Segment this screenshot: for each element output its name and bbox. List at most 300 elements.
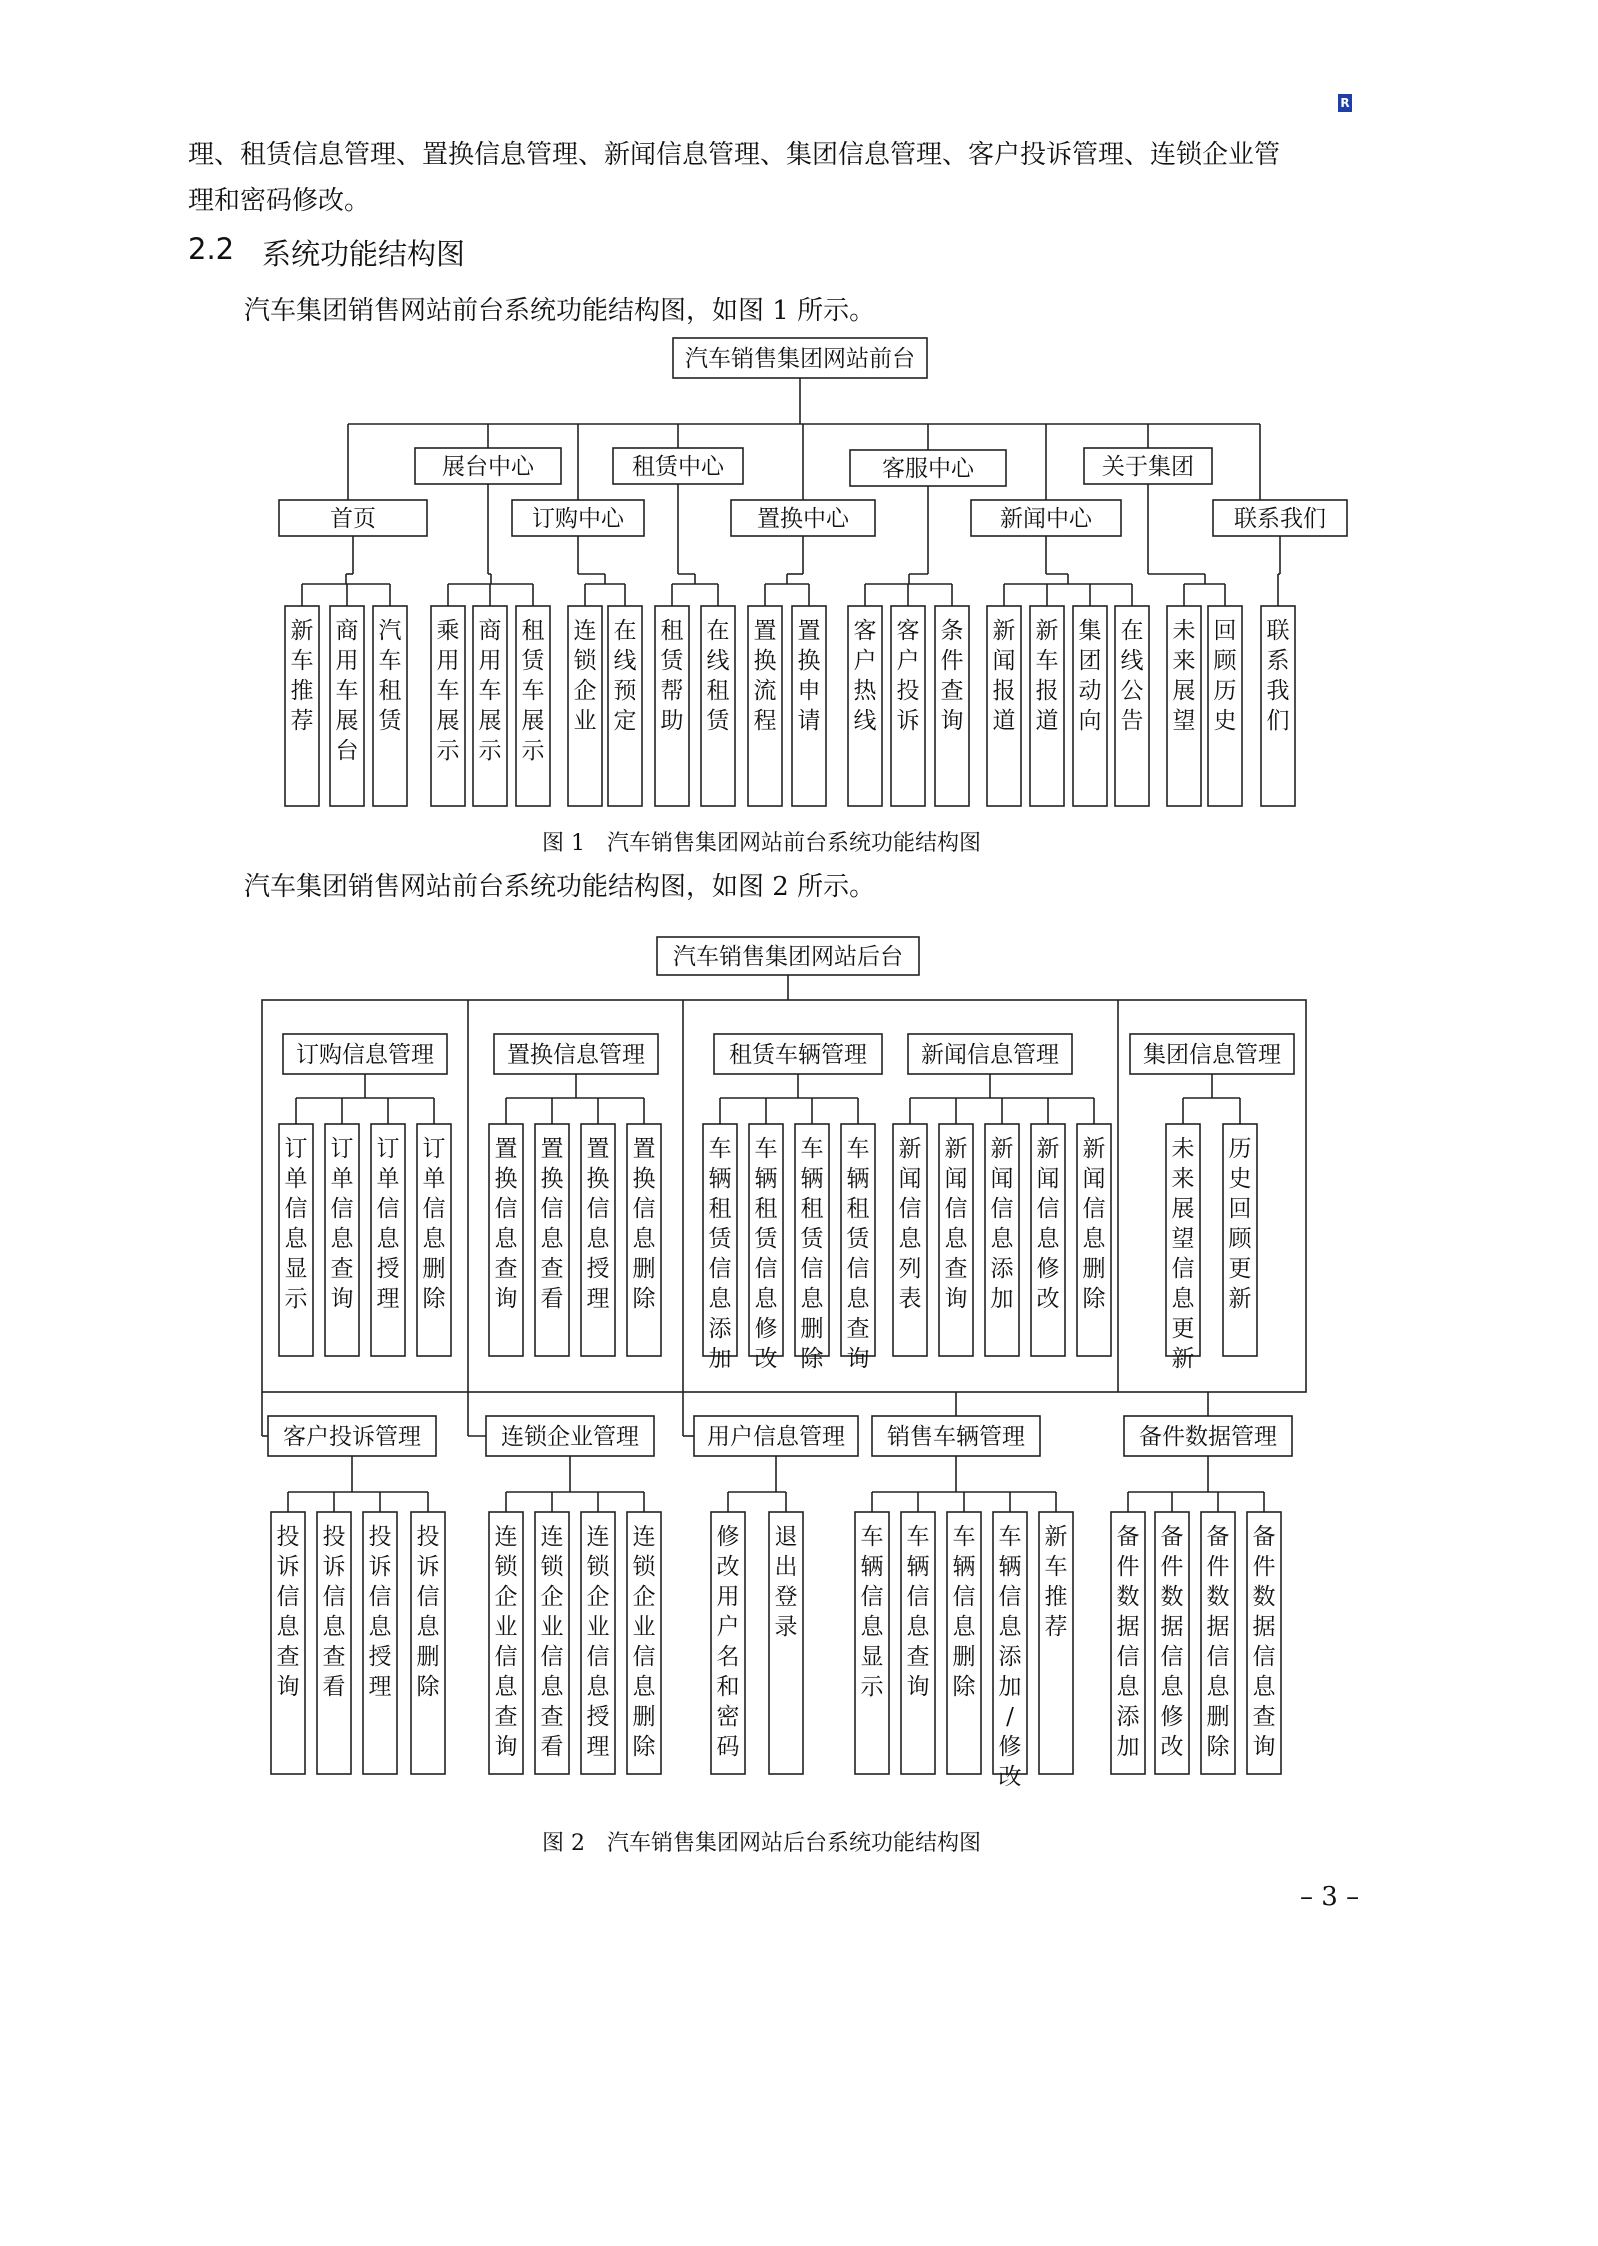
fig1-group-2-label: 展台中心 [442,454,534,480]
fig2-group-10-leaf-2-char: 据 [1160,1614,1184,1640]
fig2-group-4-leaf-2-char: 息 [944,1226,968,1252]
fig2-group-9-leaf-5-box [1039,1512,1073,1774]
fig2-group-7-leaf-2-char: 息 [540,1674,564,1700]
fig2-group-10-leaf-2-char: 件 [1160,1554,1184,1580]
fig2-group-10-leaf-1-char: 信 [1116,1644,1140,1670]
fig1-group-1-leaf-2-char: 台 [335,738,359,764]
fig2-group-10-leaf-1-char: 备 [1116,1524,1140,1550]
fig2-group-10-leaf-4-char: 询 [1252,1734,1276,1760]
fig1-group-4-leaf-1-char: 赁 [660,648,684,674]
fig1-group-2-leaf-2-char: 用 [478,648,502,674]
fig1-group-1-leaf-2-char: 商 [335,618,359,644]
fig2-group-9-leaf-4-char: 息 [998,1614,1022,1640]
fig2-group-7-leaf-2-char: 看 [540,1734,564,1760]
fig1-group-7-leaf-2-char: 报 [1035,678,1059,704]
fig2-group-3-leaf-2-char: 改 [754,1346,778,1372]
fig1-group-5-leaf-2-char: 请 [797,708,821,734]
fig2-group-9-label: 销售车辆管理 [887,1424,1025,1450]
fig2-group-8-leaf-2-char: 录 [774,1614,798,1640]
fig2-group-2-leaf-3-char: 授 [586,1256,610,1282]
fig1-group-7-leaf-1-char: 闻 [992,648,1016,674]
fig2-group-6-leaf-3-char: 理 [368,1674,392,1700]
fig2-group-10-leaf-3-char: 除 [1206,1734,1230,1760]
fig2-group-6-leaf-2-char: 诉 [322,1554,346,1580]
fig2-group-3-leaf-2-char: 车 [754,1136,778,1162]
fig2-group-9-leaf-5-char: 推 [1044,1584,1068,1610]
fig1-group-1-leaf-1-char: 推 [290,678,314,704]
fig2-group-10-leaf-1-char: 件 [1116,1554,1140,1580]
fig1-group-7-leaf-3-char: 向 [1078,708,1102,734]
fig1-group-4-label: 租赁中心 [632,454,724,480]
fig2-group-4-leaf-1-char: 息 [898,1226,922,1252]
fig1-group-2-leaf-3-char: 赁 [521,648,545,674]
fig2-group-7-leaf-2-char: 锁 [540,1554,564,1580]
fig2-group-4-leaf-5-char: 删 [1082,1256,1106,1282]
fig2-group-3-leaf-4-char: 赁 [846,1226,870,1252]
fig2-caption: 图 2 汽车销售集团网站后台系统功能结构图 [542,1831,981,1856]
fig2-group-10-leaf-1-char: 息 [1116,1674,1140,1700]
fig2-group-7-leaf-3-char: 息 [586,1674,610,1700]
fig2-group-8-leaf-1-char: 用 [716,1584,740,1610]
fig2-group-9-leaf-2-char: 息 [906,1614,930,1640]
fig1-group-6-leaf-2-char: 诉 [896,708,920,734]
fig2-group-10-leaf-1-char: 添 [1116,1704,1140,1730]
fig2-group-10-label: 备件数据管理 [1139,1424,1277,1450]
fig2-group-2-leaf-4-char: 息 [632,1226,656,1252]
fig1-group-5-leaf-1-char: 流 [753,678,777,704]
fig1-group-4-leaf-2-char: 租 [706,678,730,704]
fig2-group-2-leaf-1-char: 信 [494,1196,518,1222]
fig1-group-6-leaf-3-char: 条 [940,618,964,644]
fig2-group-1-leaf-4-char: 删 [422,1256,446,1282]
fig2-group-1-leaf-3-char: 理 [376,1286,400,1312]
fig2-group-3-leaf-2-char: 信 [754,1256,778,1282]
fig2-group-6-leaf-1-char: 息 [276,1614,300,1640]
fig2-group-7-leaf-4-char: 除 [632,1734,656,1760]
fig2-group-6-leaf-1-char: 查 [276,1644,300,1670]
fig1-group-2-leaf-1-char: 用 [436,648,460,674]
fig2-group-4-leaf-5-char: 闻 [1082,1166,1106,1192]
fig2-group-10-leaf-3-char: 备 [1206,1524,1230,1550]
fig1-group-5-leaf-1-char: 置 [753,618,777,644]
fig2-group-4-leaf-3-char: 信 [990,1196,1014,1222]
fig2-group-3-leaf-2-char: 修 [754,1316,778,1342]
fig2-group-3-leaf-4-char: 车 [846,1136,870,1162]
section-title: 系统功能结构图 [262,237,466,271]
fig1-group-2-leaf-2-char: 示 [478,738,502,764]
fig1-group-8-leaf-1-char: 望 [1172,708,1196,734]
fig2-group-10-leaf-4-char: 据 [1252,1614,1276,1640]
corner-logo: R [1338,94,1352,112]
fig2-group-6-leaf-4-char: 删 [416,1644,440,1670]
fig2-group-8-label: 用户信息管理 [707,1424,845,1450]
fig2-group-4-leaf-4-char: 修 [1036,1256,1060,1282]
fig2-group-3-leaf-4-char: 息 [846,1286,870,1312]
fig2-group-7-leaf-3-char: 连 [586,1524,610,1550]
intro-line-1: 理、租赁信息管理、置换信息管理、新闻信息管理、集团信息管理、客户投诉管理、连锁企业管 [188,140,1281,170]
fig2-group-1-label: 订购信息管理 [296,1042,434,1068]
fig2-group-9-leaf-4-char: 改 [998,1764,1022,1790]
fig1-group-1-leaf-3-char: 汽 [378,618,402,644]
fig1-group-7-leaf-3-char: 集 [1078,618,1102,644]
fig2-group-9-leaf-5-char: 车 [1044,1554,1068,1580]
fig2-group-10-leaf-3-char: 信 [1206,1644,1230,1670]
fig1-group-2-leaf-3-char: 车 [521,678,545,704]
fig1-group-4-leaf-1-char: 帮 [660,678,684,704]
fig2-group-3-leaf-4-char: 辆 [846,1166,870,1192]
fig2-group-3-leaf-1-char: 信 [708,1256,732,1282]
fig2-group-10-leaf-4-char: 件 [1252,1554,1276,1580]
fig1-group-3-leaf-2-char: 预 [613,678,637,704]
fig2-group-5-leaf-1-char: 更 [1171,1316,1195,1342]
fig2-group-10-leaf-3-char: 数 [1206,1584,1230,1610]
fig2-group-2-leaf-4-char: 除 [632,1286,656,1312]
fig2-group-1-leaf-2-char: 信 [330,1196,354,1222]
fig2-group-8-leaf-1-char: 户 [716,1614,740,1640]
fig2-group-1-leaf-3-char: 订 [376,1136,400,1162]
fig1-group-4-leaf-2-char: 在 [706,618,730,644]
fig1-group-1-leaf-3-char: 车 [378,648,402,674]
fig2-group-7-leaf-2-char: 信 [540,1644,564,1670]
fig2-group-10-leaf-1-char: 加 [1116,1734,1140,1760]
fig2-group-4-leaf-4-char: 改 [1036,1286,1060,1312]
fig1-group-8-leaf-1-char: 未 [1172,618,1196,644]
fig2-group-6-leaf-4-char: 息 [416,1614,440,1640]
fig2-group-4-leaf-5-char: 信 [1082,1196,1106,1222]
fig2-group-1-leaf-2-char: 单 [330,1166,354,1192]
fig2-group-3-leaf-1-char: 赁 [708,1226,732,1252]
fig1-group-6-leaf-3-char: 询 [940,708,964,734]
fig1-group-2-leaf-2-char: 商 [478,618,502,644]
fig2-group-3-leaf-1-char: 辆 [708,1166,732,1192]
fig2-group-3-leaf-3-char: 租 [800,1196,824,1222]
fig2-group-2-leaf-2-char: 息 [540,1226,564,1252]
fig1-group-1-leaf-3-char: 赁 [378,708,402,734]
fig2-group-4-leaf-1-char: 新 [898,1136,922,1162]
fig2-group-3-label: 租赁车辆管理 [729,1042,867,1068]
fig2-group-4-leaf-5-char: 新 [1082,1136,1106,1162]
fig2-group-6-leaf-2-box [317,1512,351,1774]
fig2-group-7-leaf-1-char: 锁 [494,1554,518,1580]
fig2-group-1-leaf-1-char: 单 [284,1166,308,1192]
fig1-group-2-leaf-2-char: 车 [478,678,502,704]
fig1-group-1-leaf-1-char: 荐 [290,708,314,734]
fig2-group-3-leaf-4-char: 租 [846,1196,870,1222]
fig2-group-4-leaf-1-char: 闻 [898,1166,922,1192]
fig2-group-6-leaf-4-char: 投 [416,1524,440,1550]
fig2-group-10-leaf-2-char: 息 [1160,1674,1184,1700]
fig2-group-2-leaf-2-char: 换 [540,1166,564,1192]
fig2-group-6-leaf-4-char: 除 [416,1674,440,1700]
fig2-group-5-leaf-1-char: 展 [1171,1196,1195,1222]
fig2-group-2-leaf-2-char: 信 [540,1196,564,1222]
fig2-group-9-leaf-2-char: 信 [906,1584,930,1610]
fig2-group-4-leaf-2-char: 闻 [944,1166,968,1192]
fig2-group-6-leaf-4-char: 信 [416,1584,440,1610]
fig2-group-10-leaf-4-char: 数 [1252,1584,1276,1610]
fig2-group-1-leaf-4-char: 息 [422,1226,446,1252]
fig2-group-10-leaf-2-char: 修 [1160,1704,1184,1730]
fig1-group-7-leaf-1-char: 新 [992,618,1016,644]
fig1-group-6-leaf-2-char: 客 [896,618,920,644]
fig1-root-label: 汽车销售集团网站前台 [685,346,915,372]
fig2-group-9-leaf-4-char: 添 [998,1644,1022,1670]
fig1-group-9-leaf-1-char: 联 [1266,618,1290,644]
fig2-group-4-leaf-5-char: 除 [1082,1286,1106,1312]
fig1-group-2-leaf-3-char: 展 [521,708,545,734]
fig1-group-7-leaf-2-char: 新 [1035,618,1059,644]
fig2-group-2-leaf-1-char: 换 [494,1166,518,1192]
fig2-group-7-label: 连锁企业管理 [501,1424,639,1450]
fig1-group-9-leaf-1-char: 系 [1266,648,1290,674]
fig2-group-6-leaf-2-char: 投 [322,1524,346,1550]
fig2-group-6-leaf-1-char: 询 [276,1674,300,1700]
fig2-group-8-leaf-1-char: 码 [716,1734,740,1760]
fig1-group-8-leaf-2-char: 回 [1213,618,1237,644]
fig2-group-10-leaf-1-char: 数 [1116,1584,1140,1610]
fig2-group-5-leaf-1-char: 望 [1171,1226,1195,1252]
fig2-group-4-leaf-3-char: 添 [990,1256,1014,1282]
fig1-group-3-leaf-2-char: 在 [613,618,637,644]
fig2-group-3-leaf-3-char: 赁 [800,1226,824,1252]
fig2-group-5-leaf-1-char: 新 [1171,1346,1195,1372]
fig2-group-4-leaf-4-char: 新 [1036,1136,1060,1162]
fig1-group-1-label: 首页 [330,506,376,532]
fig1-group-7-leaf-3-char: 团 [1078,648,1102,674]
fig1-group-3-leaf-1-char: 企 [573,678,597,704]
fig1-group-2-leaf-1-char: 乘 [436,618,460,644]
fig2-group-3-leaf-1-char: 车 [708,1136,732,1162]
fig1-group-3-leaf-2-char: 线 [613,648,637,674]
fig2-group-3-leaf-2-char: 租 [754,1196,778,1222]
fig2-group-8-leaf-2-char: 出 [774,1554,798,1580]
fig2-group-9-leaf-1-char: 车 [860,1524,884,1550]
fig2-group-9-leaf-2-box [901,1512,935,1774]
fig2-group-1-leaf-3-char: 息 [376,1226,400,1252]
fig2-group-2-leaf-4-char: 换 [632,1166,656,1192]
fig1-group-5-leaf-2-char: 置 [797,618,821,644]
fig2-group-5-leaf-2-char: 史 [1228,1166,1252,1192]
fig2-group-1-leaf-4-char: 订 [422,1136,446,1162]
fig2-group-8-leaf-2-char: 退 [774,1524,798,1550]
fig1-group-7-leaf-1-char: 道 [992,708,1016,734]
fig2-group-6-leaf-3-char: 信 [368,1584,392,1610]
fig2-group-1-leaf-1-char: 示 [284,1286,308,1312]
fig2-group-10-leaf-3-char: 件 [1206,1554,1230,1580]
fig2-group-9-leaf-1-char: 息 [860,1614,884,1640]
fig2-group-6-leaf-1-char: 投 [276,1524,300,1550]
fig2-group-9-leaf-3-char: 车 [952,1524,976,1550]
fig1-group-8-leaf-1-char: 展 [1172,678,1196,704]
fig1-group-6-leaf-2-char: 户 [896,648,920,674]
fig2-group-4-leaf-3-char: 息 [990,1226,1014,1252]
fig2-group-6-leaf-3-char: 诉 [368,1554,392,1580]
fig2-group-9-leaf-3-char: 辆 [952,1554,976,1580]
fig1-group-7-leaf-4-char: 线 [1120,648,1144,674]
fig2-group-9-leaf-2-char: 辆 [906,1554,930,1580]
fig1-group-2-leaf-1-char: 展 [436,708,460,734]
fig2-group-7-leaf-4-char: 信 [632,1644,656,1670]
fig2-group-10-leaf-2-char: 数 [1160,1584,1184,1610]
fig2-group-1-leaf-4-char: 单 [422,1166,446,1192]
fig2-group-9-leaf-2-char: 询 [906,1674,930,1700]
fig2-group-9-leaf-5-char: 新 [1044,1524,1068,1550]
fig2-group-1-leaf-4-char: 信 [422,1196,446,1222]
fig2-group-4-leaf-3-char: 新 [990,1136,1014,1162]
fig2-group-5-leaf-2-char: 回 [1228,1196,1252,1222]
fig2-group-1-leaf-3-char: 单 [376,1166,400,1192]
fig2-group-5-leaf-2-char: 顾 [1228,1226,1252,1252]
fig1-group-6-leaf-1-char: 户 [853,648,877,674]
fig2-group-7-leaf-4-char: 业 [632,1614,656,1640]
fig2-group-7-leaf-2-char: 业 [540,1614,564,1640]
fig1-group-4-leaf-1-char: 租 [660,618,684,644]
fig2-group-6-leaf-2-char: 看 [322,1674,346,1700]
fig2-group-10-leaf-2-char: 信 [1160,1644,1184,1670]
fig2-group-2-leaf-1-char: 询 [494,1286,518,1312]
fig2-group-1-leaf-4-char: 除 [422,1286,446,1312]
fig2-group-2-leaf-2-char: 看 [540,1286,564,1312]
page-number: – 3 – [1300,1882,1360,1912]
fig2-group-7-leaf-1-char: 查 [494,1704,518,1730]
fig2-group-10-leaf-2-char: 改 [1160,1734,1184,1760]
fig2-group-1-leaf-3-char: 授 [376,1256,400,1282]
fig1-group-5-label: 置换中心 [757,506,849,532]
fig2-group-2-leaf-1-char: 查 [494,1256,518,1282]
fig2-group-6-leaf-2-char: 息 [322,1614,346,1640]
fig2-group-6-leaf-3-box [363,1512,397,1774]
fig2-group-7-leaf-3-char: 授 [586,1704,610,1730]
fig2-group-2-leaf-4-char: 删 [632,1256,656,1282]
fig1-group-8-leaf-2-char: 历 [1213,678,1237,704]
fig1-group-1-leaf-2-char: 车 [335,678,359,704]
fig2-group-1-leaf-3-char: 信 [376,1196,400,1222]
fig1-group-7-leaf-2-char: 道 [1035,708,1059,734]
fig1-group-1-leaf-2-char: 展 [335,708,359,734]
fig2-group-2-leaf-1-char: 息 [494,1226,518,1252]
fig2-group-10-leaf-3-char: 删 [1206,1704,1230,1730]
fig2-group-1-leaf-2-char: 查 [330,1256,354,1282]
fig1-group-7-leaf-1-char: 报 [992,678,1016,704]
fig2-group-9-leaf-1-char: 显 [860,1644,884,1670]
fig2-group-7-leaf-4-char: 息 [632,1674,656,1700]
fig2-group-8-leaf-1-char: 和 [716,1674,740,1700]
fig2-group-1-leaf-1-char: 订 [284,1136,308,1162]
fig1-group-1-leaf-2-char: 用 [335,648,359,674]
fig2-group-7-leaf-3-char: 理 [586,1734,610,1760]
fig1-group-7-leaf-3-char: 动 [1078,678,1102,704]
fig1-intro: 汽车集团销售网站前台系统功能结构图，如图 1 所示。 [244,296,876,326]
fig2-group-10-leaf-2-char: 备 [1160,1524,1184,1550]
fig2-group-9-leaf-4-char: 车 [998,1524,1022,1550]
fig2-group-1-leaf-1-char: 显 [284,1256,308,1282]
fig1-group-1-leaf-3-char: 租 [378,678,402,704]
fig1-group-9-label: 联系我们 [1234,506,1326,532]
fig2-group-2-leaf-2-char: 置 [540,1136,564,1162]
fig2-group-5-leaf-1-char: 未 [1171,1136,1195,1162]
fig2-group-7-leaf-3-char: 锁 [586,1554,610,1580]
fig2-group-2-leaf-3-char: 息 [586,1226,610,1252]
fig2-group-2-leaf-3-char: 换 [586,1166,610,1192]
fig2-group-7-leaf-4-char: 企 [632,1584,656,1610]
fig2-group-10-leaf-4-char: 信 [1252,1644,1276,1670]
fig2-group-5-leaf-1-char: 息 [1171,1286,1195,1312]
fig2-group-2-leaf-1-char: 置 [494,1136,518,1162]
fig2-group-8-leaf-1-char: 密 [716,1704,740,1730]
fig2-group-9-leaf-3-char: 删 [952,1644,976,1670]
fig1-group-2-leaf-1-char: 示 [436,738,460,764]
fig2-group-4-leaf-4-char: 信 [1036,1196,1060,1222]
fig2-group-9-leaf-3-char: 信 [952,1584,976,1610]
fig2-group-3-leaf-2-char: 息 [754,1286,778,1312]
fig2-group-9-leaf-4-char: 加 [998,1674,1022,1700]
fig2-group-7-leaf-1-char: 信 [494,1644,518,1670]
fig1-group-2-leaf-3-char: 示 [521,738,545,764]
fig2-group-3-leaf-2-char: 辆 [754,1166,778,1192]
fig2-group-10-leaf-3-char: 据 [1206,1614,1230,1640]
fig2-group-7-leaf-4-char: 锁 [632,1554,656,1580]
fig2-group-4-leaf-3-char: 闻 [990,1166,1014,1192]
fig2-group-1-leaf-2-char: 订 [330,1136,354,1162]
fig1-group-9-leaf-1-char: 们 [1266,708,1290,734]
fig1-group-6-label: 客服中心 [882,456,974,482]
fig2-group-4-label: 新闻信息管理 [921,1042,1059,1068]
fig1-group-7-leaf-2-char: 车 [1035,648,1059,674]
fig2-group-6-leaf-3-char: 授 [368,1644,392,1670]
fig2-group-4-leaf-1-char: 列 [898,1256,922,1282]
fig2-group-4-leaf-4-char: 息 [1036,1226,1060,1252]
fig2-group-6-leaf-1-box [271,1512,305,1774]
fig1-group-3-label: 订购中心 [532,506,624,532]
fig2-group-6-leaf-1-char: 信 [276,1584,300,1610]
fig2-group-3-leaf-3-char: 除 [800,1346,824,1372]
fig2-group-4-leaf-2-char: 询 [944,1286,968,1312]
fig2-group-5-leaf-2-char: 历 [1228,1136,1252,1162]
fig1-group-6-leaf-1-char: 热 [853,678,877,704]
fig1-group-4-leaf-1-char: 助 [660,708,684,734]
fig1-group-5-leaf-2-char: 换 [797,648,821,674]
fig1-group-4-leaf-2-char: 线 [706,648,730,674]
fig2-group-10-leaf-3-char: 息 [1206,1674,1230,1700]
fig2-group-5-leaf-1-char: 来 [1171,1166,1195,1192]
fig2-group-4-leaf-1-char: 信 [898,1196,922,1222]
fig1-group-5-leaf-1-char: 程 [753,708,777,734]
fig2-group-6-leaf-4-char: 诉 [416,1554,440,1580]
fig2-group-5-leaf-2-char: 更 [1228,1256,1252,1282]
fig1-group-9-leaf-1-char: 我 [1266,678,1290,704]
fig2-group-7-leaf-3-char: 信 [586,1644,610,1670]
fig1-group-6-leaf-3-char: 件 [940,648,964,674]
fig1-group-7-leaf-4-char: 在 [1120,618,1144,644]
intro-line-2: 理和密码修改。 [188,186,371,216]
fig2-group-10-leaf-1-char: 据 [1116,1614,1140,1640]
fig2-group-9-leaf-1-box [855,1512,889,1774]
fig2-group-7-leaf-2-char: 连 [540,1524,564,1550]
fig2-group-2-leaf-4-char: 置 [632,1136,656,1162]
fig2-group-6-leaf-1-char: 诉 [276,1554,300,1580]
fig1-group-8-leaf-1-char: 来 [1172,648,1196,674]
fig2-group-9-leaf-1-char: 信 [860,1584,884,1610]
fig2-group-5-leaf-1-char: 信 [1171,1256,1195,1282]
fig2-group-6-leaf-3-char: 投 [368,1524,392,1550]
fig2-group-1-leaf-1-char: 信 [284,1196,308,1222]
fig2-group-2-leaf-3-char: 置 [586,1136,610,1162]
fig2-group-9-leaf-2-char: 车 [906,1524,930,1550]
fig2-group-9-leaf-5-char: 荐 [1044,1614,1068,1640]
fig2-group-8-leaf-2-char: 登 [774,1584,798,1610]
fig2-group-7-leaf-4-char: 连 [632,1524,656,1550]
fig1-group-6-leaf-3-char: 查 [940,678,964,704]
